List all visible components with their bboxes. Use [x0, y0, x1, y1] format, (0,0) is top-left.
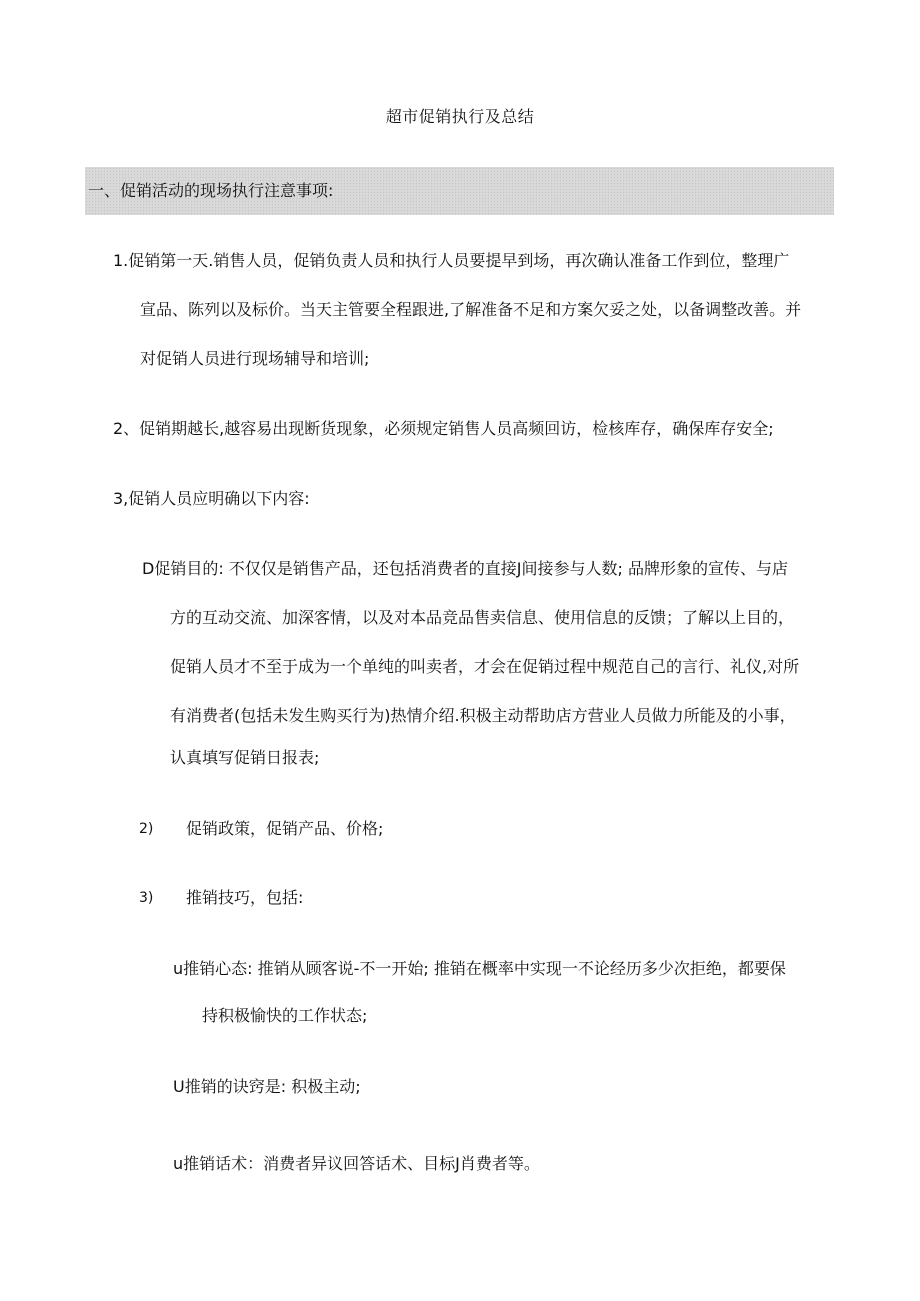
bullet-1-line-1: u推销心态: 推销从顾客说-不一开始; 推销在概率中实现一不论经历多少次拒绝，都要保: [173, 959, 786, 978]
sub-1-line-4: 有消费者(包括未发生购买行为)热情介绍.积极主动帮助店方营业人员做力所能及的小事，: [170, 706, 796, 725]
bullet-3-line-1: u推销话术：消费者异议回答话术、目标J肖费者等。: [173, 1154, 540, 1173]
sub-2-number: 2): [139, 821, 154, 837]
sub-3-number: 3): [139, 890, 154, 906]
item-1-line-3: 对促销人员进行现场辅导和培训;: [140, 349, 370, 368]
sub-1-line-3: 促销人员才不至于成为一个单纯的叫卖者，才会在促销过程中规范自己的言行、礼仪,对所: [170, 657, 800, 676]
sub-1-line-1: D促销目的: 不仅仅是销售产品，还包括消费者的直接J间接参与人数; 品牌形象的宣传、与店: [142, 559, 788, 578]
sub-3-text: 推销技巧，包括:: [186, 888, 304, 907]
bullet-1-line-2: 持积极愉快的工作状态;: [202, 1006, 368, 1025]
item-2-line-1: 2、促销期越长,越容易出现断货现象，必须规定销售人员高频回访，检核库存，确保库存安全;: [113, 419, 774, 438]
document-title: 超市促销执行及总结: [385, 107, 535, 126]
sub-1-line-5: 认真填写促销日报表;: [170, 748, 320, 767]
sub-1-line-2: 方的互动交流、加深客情，以及对本品竞品售卖信息、使用信息的反馈；了解以上目的，: [170, 608, 795, 627]
section-heading: 一、促销活动的现场执行注意事项:: [85, 167, 834, 215]
item-1-line-1: 1.促销第一天.销售人员，促销负责人员和执行人员要提早到场，再次确认准备工作到位，整理广: [113, 251, 790, 270]
item-1-line-2: 宣品、陈列以及标价。当天主管要全程跟进,了解准备不足和方案欠妥之处，以备调整改善。并: [140, 300, 802, 319]
item-3-line-1: 3,促销人员应明确以下内容:: [113, 489, 310, 508]
bullet-2-line-1: U推销的诀窍是: 积极主动;: [173, 1077, 361, 1096]
sub-2-text: 促销政策，促销产品、价格;: [186, 819, 384, 838]
